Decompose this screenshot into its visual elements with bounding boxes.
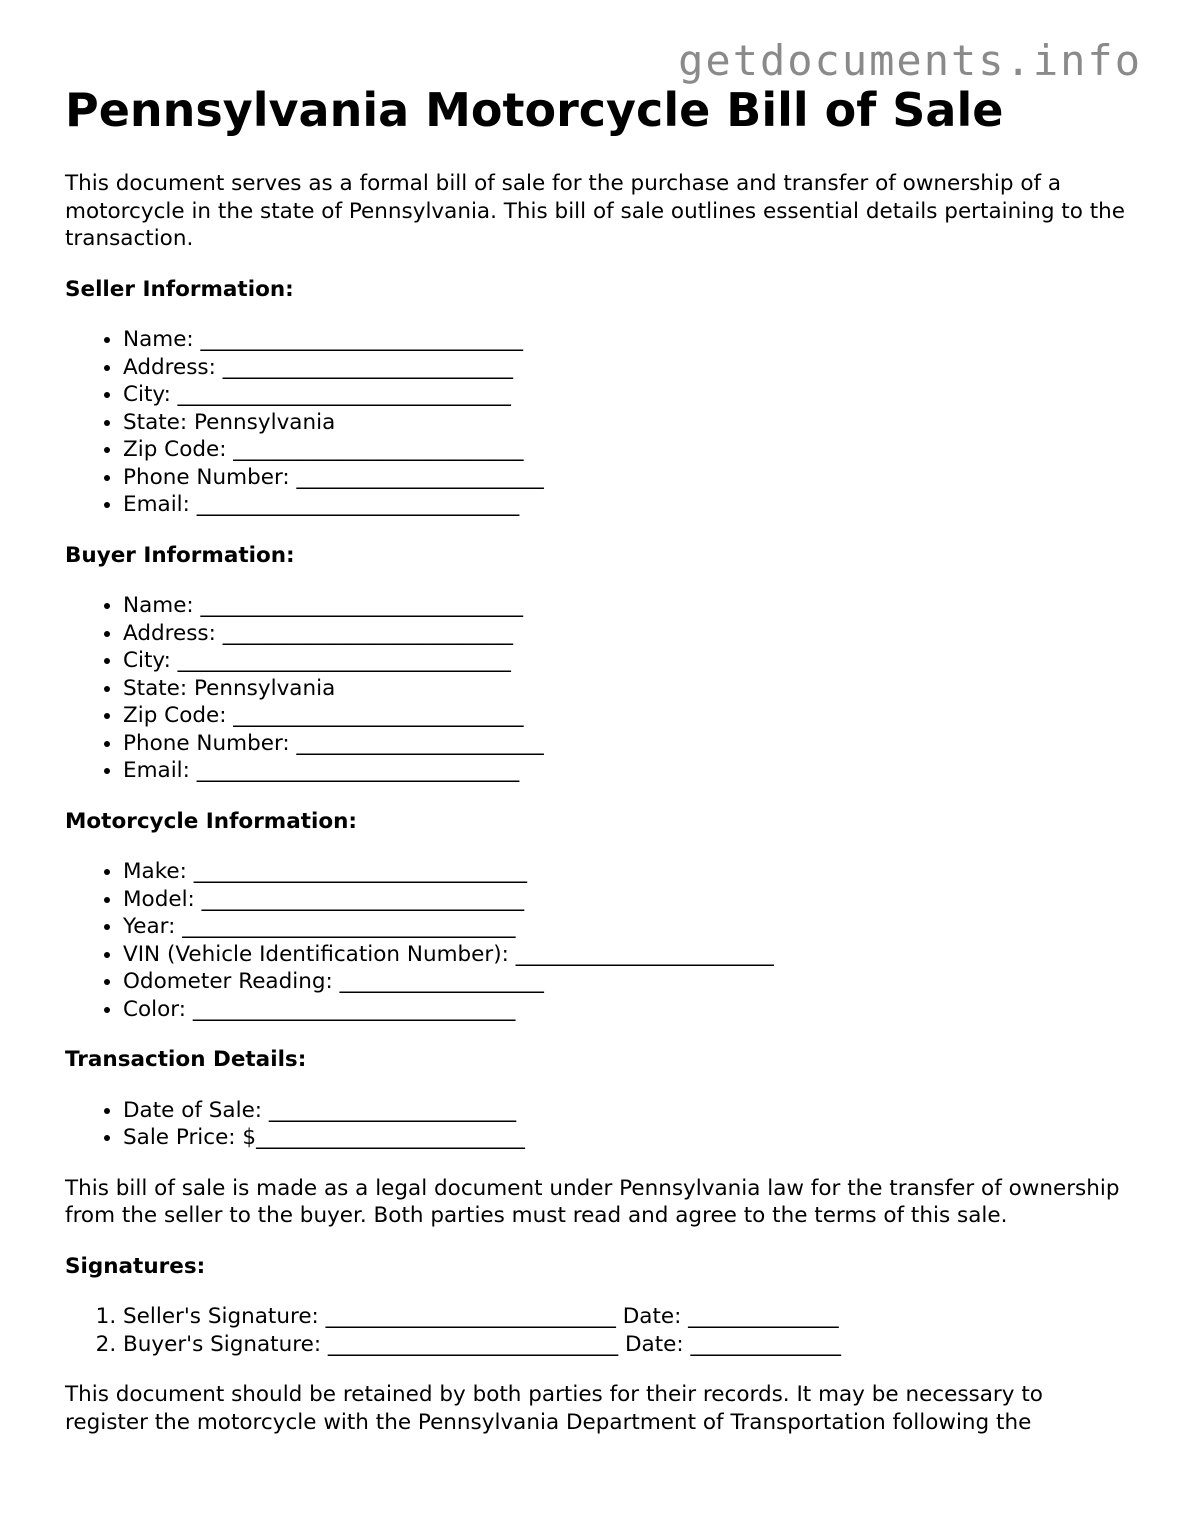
motorcycle-make-field: • Make: _______________________________ xyxy=(123,858,1125,886)
seller-address-field: • Address: ___________________________ xyxy=(123,354,1125,382)
buyer-section-heading: Buyer Information: xyxy=(65,542,295,568)
buyer-info-list xyxy=(65,592,1125,785)
seller-signature-line: 1. Seller's Signature: ___________________________ Date: ______________ xyxy=(123,1303,1125,1331)
legal-paragraph: This bill of sale is made as a legal document under Pennsylvania law for the transfer of ownership from the seller to the buyer. Both parties must read and agree to the terms of this sale. xyxy=(65,1175,1120,1228)
closing-paragraph: This document should be retained by both parties for their records. It may be necessary to register the motorcycle with the Pennsylvania Department of Transportation following the xyxy=(65,1382,1043,1435)
seller-info-list xyxy=(65,326,1125,519)
seller-phone-field: • Phone Number: _______________________ xyxy=(123,464,1125,492)
buyer-signature-line: 2. Buyer's Signature: ___________________________ Date: ______________ xyxy=(123,1331,1125,1359)
buyer-name-field: • Name: ______________________________ xyxy=(123,592,1125,620)
buyer-state-field: • State: Pennsylvania xyxy=(123,675,1125,703)
signatures-list xyxy=(65,1303,1125,1358)
seller-zip-field: • Zip Code: ___________________________ xyxy=(123,436,1125,464)
transaction-section-heading: Transaction Details: xyxy=(65,1047,307,1072)
site-watermark: getdocuments.info xyxy=(678,36,1142,85)
motorcycle-vin-field: • VIN (Vehicle Identification Number): ________________________ xyxy=(123,941,1125,969)
document-title: Pennsylvania Motorcycle Bill of Sale xyxy=(65,83,1004,137)
motorcycle-section-heading: Motorcycle Information: xyxy=(65,808,358,834)
seller-city-field: • City: _______________________________ xyxy=(123,381,1125,409)
buyer-zip-field: • Zip Code: ___________________________ xyxy=(123,702,1125,730)
transaction-details-list xyxy=(65,1097,1125,1152)
seller-section-heading: Seller Information: xyxy=(65,276,294,302)
seller-state-field: • State: Pennsylvania xyxy=(123,409,1125,437)
buyer-address-field: • Address: ___________________________ xyxy=(123,620,1125,648)
signatures-section-heading: Signatures: xyxy=(65,1253,206,1279)
buyer-city-field: • City: _______________________________ xyxy=(123,647,1125,675)
date-of-sale-field: • Date of Sale: _______________________ xyxy=(123,1097,1125,1125)
document-page xyxy=(65,82,1125,1436)
sale-price-field: • Sale Price: $_________________________ xyxy=(123,1124,1125,1152)
motorcycle-model-field: • Model: ______________________________ xyxy=(123,886,1125,914)
seller-name-field: • Name: ______________________________ xyxy=(123,326,1125,354)
motorcycle-info-list xyxy=(65,858,1125,1023)
intro-paragraph: This document serves as a formal bill of sale for the purchase and transfer of ownership of a motorcycle in the state of Pennsylvania. This bill of sale outlines essential details pertaining to the transaction. xyxy=(65,171,1125,251)
motorcycle-odometer-field: • Odometer Reading: ___________________ xyxy=(123,968,1125,996)
buyer-phone-field: • Phone Number: _______________________ xyxy=(123,730,1125,758)
buyer-email-field: • Email: ______________________________ xyxy=(123,757,1125,785)
seller-email-field: • Email: ______________________________ xyxy=(123,491,1125,519)
motorcycle-color-field: • Color: ______________________________ xyxy=(123,996,1125,1024)
motorcycle-year-field: • Year: _______________________________ xyxy=(123,913,1125,941)
